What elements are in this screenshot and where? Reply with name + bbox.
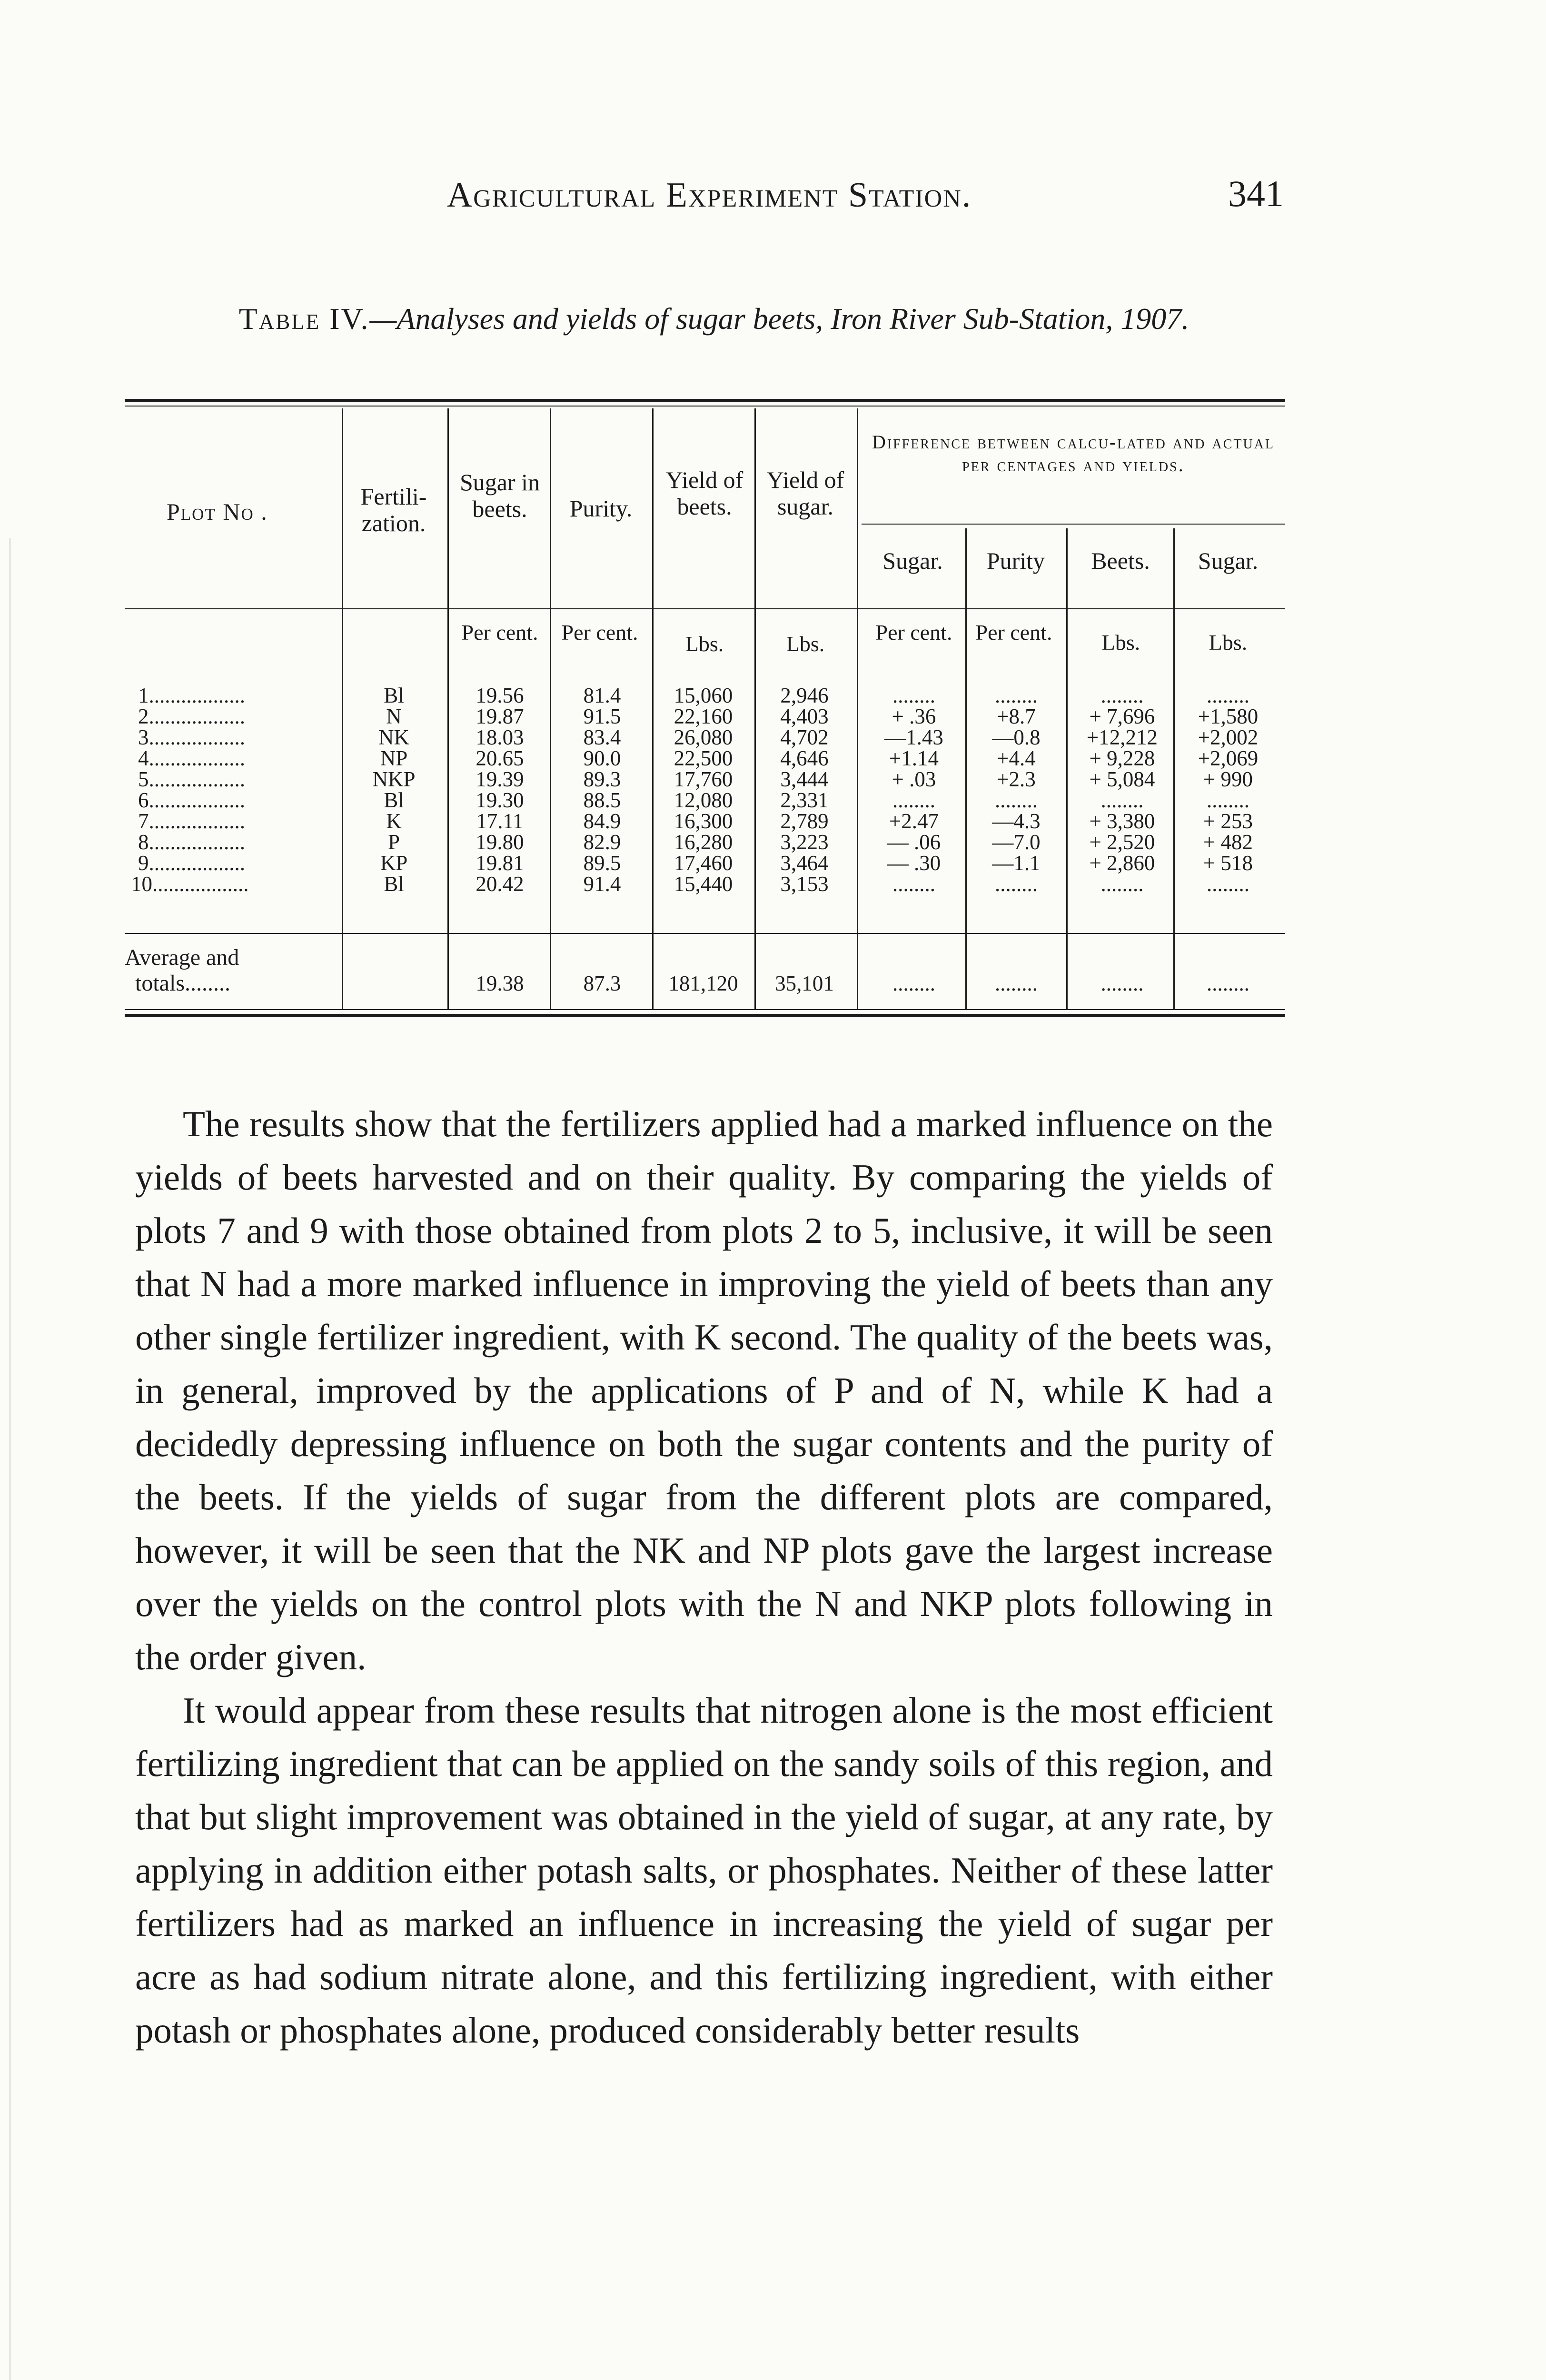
col-header-fertilization: Fertili-zation.	[360, 483, 427, 536]
table-top-rule	[125, 399, 1285, 402]
table-top-rule-thin	[125, 406, 1285, 407]
page-number: 341	[1228, 173, 1284, 214]
cell-plot: 4..................	[138, 746, 245, 770]
unit-diff-sugar-lbs: Lbs.	[1209, 630, 1248, 654]
cell-purity: 89.5	[583, 851, 621, 875]
cell-yield-sugar: 4,702	[780, 725, 829, 749]
cell-diff-purity: —0.8	[992, 725, 1041, 749]
col-header-purity: Purity.	[569, 495, 633, 522]
cell-sugar: 19.81	[476, 851, 524, 875]
cell-plot: 1..................	[138, 684, 245, 707]
col-header-yield-sugar: Yield of sugar.	[766, 466, 844, 520]
cell-yield-sugar: 4,646	[780, 746, 829, 770]
average-rule	[125, 933, 1285, 934]
cell-diff-purity: ........	[995, 684, 1038, 707]
cell-diff-sugar-lbs: + 482	[1203, 830, 1253, 854]
cell-yield-beets: 17,460	[674, 851, 733, 875]
avg-diff-sugar-lbs: ........	[1207, 972, 1249, 995]
cell-fertilization: N	[386, 704, 402, 728]
cell-purity: 88.5	[583, 788, 621, 812]
table-row	[0, 788, 1546, 812]
unit-yield-sugar: Lbs.	[786, 632, 825, 656]
cell-purity: 89.3	[583, 767, 621, 791]
cell-diff-sugar: ........	[892, 684, 935, 707]
cell-diff-purity: +2.3	[997, 767, 1036, 791]
cell-yield-beets: 26,080	[674, 725, 733, 749]
cell-fertilization: K	[386, 809, 402, 833]
col-header-diff-sugar: Sugar.	[882, 547, 943, 574]
avg-sugar: 19.38	[476, 972, 524, 995]
cell-yield-beets: 22,160	[674, 704, 733, 728]
table-caption	[143, 300, 1285, 338]
difference-underline	[862, 524, 1285, 525]
paragraph: It would appear from these results that nitrogen alone is the most efficient fertilizing ingredient that can be applied on the sandy soils of this region, and that but slight improvement was obtained in the yield of sugar, at any rate, by applying in addition either potash salts, or phosphates. Neither of these latter fertilizers had as marked an influence in increasing the yield of sugar per acre as had sodium nitrate alone, and this fertilizing ingredient, with either potash or phosphates alone, produced considerably better results	[135, 1690, 1273, 2051]
cell-fertilization: NP	[380, 746, 408, 770]
cell-fertilization: Bl	[384, 872, 404, 896]
col-header-difference: Difference between calcu-lated and actual per centages and yields.	[872, 431, 1275, 476]
unit-purity: Per cent.	[561, 620, 638, 645]
cell-yield-beets: 15,440	[674, 872, 733, 896]
cell-diff-purity: +4.4	[997, 746, 1036, 770]
cell-diff-sugar-lbs: ........	[1207, 872, 1249, 896]
cell-diff-beets: + 2,520	[1089, 830, 1155, 854]
cell-diff-beets: ........	[1100, 872, 1144, 896]
col-header-yield-beets: Yield of beets.	[665, 466, 743, 520]
cell-diff-sugar-lbs: ........	[1207, 684, 1249, 707]
avg-diff-purity: ........	[995, 972, 1038, 995]
cell-diff-beets: +12,212	[1086, 725, 1158, 749]
cell-yield-beets: 16,280	[674, 830, 733, 854]
cell-diff-beets: + 7,696	[1089, 704, 1155, 728]
unit-diff-sugar: Per cent.	[875, 620, 952, 645]
cell-diff-sugar: +2.47	[889, 809, 939, 833]
cell-plot: 9..................	[138, 851, 245, 875]
body-text	[135, 1097, 1273, 2057]
cell-purity: 91.5	[583, 704, 621, 728]
average-label-line1: Average and	[125, 945, 239, 970]
cell-diff-beets: + 3,380	[1089, 809, 1155, 833]
table-title: —Analyses and yields of sugar beets, Iron River Sub-Station, 1907.	[369, 302, 1189, 336]
cell-purity: 90.0	[583, 746, 621, 770]
cell-diff-beets: + 5,084	[1089, 767, 1155, 791]
cell-diff-beets: ........	[1100, 788, 1144, 812]
average-row	[0, 971, 1546, 995]
cell-diff-sugar: —1.43	[884, 725, 943, 749]
cell-fertilization: Bl	[384, 788, 404, 812]
table-row	[0, 872, 1546, 896]
cell-fertilization: NKP	[372, 767, 416, 791]
cell-yield-sugar: 3,444	[780, 767, 829, 791]
cell-diff-sugar: — .06	[887, 830, 941, 854]
table-row	[0, 704, 1546, 728]
cell-sugar: 19.56	[476, 684, 524, 707]
cell-yield-sugar: 4,403	[780, 704, 829, 728]
avg-purity: 87.3	[583, 972, 621, 995]
cell-yield-beets: 15,060	[674, 684, 733, 707]
cell-sugar: 18.03	[476, 725, 524, 749]
table-label: Table IV.	[238, 302, 370, 336]
cell-yield-beets: 12,080	[674, 788, 733, 812]
cell-diff-purity: ........	[995, 788, 1038, 812]
avg-yield-beets: 181,120	[668, 972, 738, 995]
cell-diff-purity: ........	[995, 872, 1038, 896]
header-rule	[125, 608, 1285, 609]
cell-diff-sugar-lbs: +2,069	[1198, 746, 1259, 770]
cell-plot: 2..................	[138, 704, 245, 728]
running-title: Agricultural Experiment Station.	[446, 176, 972, 215]
col-header-diff-purity: Purity	[986, 547, 1045, 574]
unit-diff-beets: Lbs.	[1101, 630, 1140, 654]
cell-diff-purity: —1.1	[992, 851, 1041, 875]
cell-purity: 83.4	[583, 725, 621, 749]
table-row	[0, 809, 1546, 833]
cell-sugar: 19.87	[476, 704, 524, 728]
cell-diff-sugar: ........	[892, 788, 935, 812]
cell-plot: 5..................	[138, 767, 245, 791]
cell-purity: 82.9	[583, 830, 621, 854]
cell-yield-sugar: 2,789	[780, 809, 829, 833]
cell-sugar: 19.80	[476, 830, 524, 854]
unit-diff-purity: Per cent.	[975, 620, 1052, 645]
cell-yield-beets: 22,500	[674, 746, 733, 770]
cell-purity: 81.4	[583, 684, 621, 707]
avg-diff-beets: ........	[1100, 972, 1144, 995]
cell-diff-sugar: + .36	[892, 704, 936, 728]
avg-diff-sugar: ........	[892, 972, 935, 995]
cell-diff-purity: —7.0	[992, 830, 1041, 854]
paragraph: The results show that the fertilizers applied had a marked influence on the yields of beets harvested and on their quality. By comparing the yields of plots 7 and 9 with those obtained from plots 2 to 5, inclusive, it will be seen that N had a more marked influence in improving the yield of beets than any other single fertilizer ingredient, with K second. The quality of the beets was, in general, improved by the applications of P and of N, while K had a decidedly depressing influence on both the sugar contents and the purity of the beets. If the yields of sugar from the different plots are compared, however, it will be seen that the NK and NP plots gave the largest increase over the yields on the control plots with the N and NKP plots following in the order given.	[135, 1103, 1273, 1677]
cell-yield-sugar: 3,464	[780, 851, 829, 875]
cell-plot: 3..................	[138, 725, 245, 749]
table-row	[0, 683, 1546, 707]
cell-yield-sugar: 2,946	[780, 684, 829, 707]
cell-diff-beets: + 2,860	[1089, 851, 1155, 875]
cell-plot: 8..................	[138, 830, 245, 854]
cell-diff-beets: + 9,228	[1089, 746, 1155, 770]
cell-yield-beets: 17,760	[674, 767, 733, 791]
cell-yield-sugar: 3,223	[780, 830, 829, 854]
cell-diff-sugar: + .03	[892, 767, 936, 791]
cell-sugar: 17.11	[476, 809, 524, 833]
cell-fertilization: Bl	[384, 684, 404, 707]
cell-diff-sugar-lbs: +2,002	[1198, 725, 1259, 749]
table-bottom-rule	[125, 1014, 1285, 1017]
cell-plot: 7..................	[138, 809, 245, 833]
avg-yield-sugar: 35,101	[775, 972, 834, 995]
cell-diff-purity: —4.3	[992, 809, 1041, 833]
col-header-diff-sugar-lbs: Sugar.	[1198, 547, 1259, 574]
cell-diff-sugar-lbs: ........	[1207, 788, 1249, 812]
cell-purity: 91.4	[583, 872, 621, 896]
table-row	[0, 746, 1546, 770]
cell-diff-sugar-lbs: + 518	[1203, 851, 1253, 875]
cell-diff-sugar: +1.14	[889, 746, 939, 770]
cell-yield-sugar: 3,153	[780, 872, 829, 896]
table-row	[0, 725, 1546, 749]
cell-plot: 6..................	[138, 788, 245, 812]
cell-diff-sugar-lbs: +1,580	[1198, 704, 1259, 728]
cell-diff-beets: ........	[1100, 684, 1144, 707]
table-row	[0, 851, 1546, 875]
cell-sugar: 19.39	[476, 767, 524, 791]
cell-plot: 10..................	[131, 872, 249, 896]
cell-yield-sugar: 2,331	[780, 788, 829, 812]
unit-sugar: Per cent.	[461, 620, 538, 645]
cell-yield-beets: 16,300	[674, 809, 733, 833]
cell-fertilization: NK	[378, 725, 409, 749]
col-header-plot: Plot No .	[167, 498, 268, 525]
table-bottom-rule-thin	[125, 1009, 1285, 1010]
cell-diff-sugar-lbs: + 990	[1203, 767, 1253, 791]
unit-yield-beets: Lbs.	[685, 632, 724, 656]
cell-fertilization: P	[387, 830, 400, 854]
cell-sugar: 20.42	[476, 872, 524, 896]
cell-sugar: 20.65	[476, 746, 524, 770]
table-row	[0, 767, 1546, 791]
cell-diff-sugar: — .30	[887, 851, 941, 875]
cell-sugar: 19.30	[476, 788, 524, 812]
cell-diff-sugar: ........	[892, 872, 935, 896]
cell-fertilization: KP	[380, 851, 408, 875]
cell-diff-purity: +8.7	[997, 704, 1036, 728]
cell-purity: 84.9	[583, 809, 621, 833]
average-label-line2: totals........	[135, 971, 230, 996]
col-header-sugar: Sugar in beets.	[459, 469, 540, 522]
col-header-diff-beets: Beets.	[1091, 547, 1150, 574]
table-row	[0, 830, 1546, 854]
cell-diff-sugar-lbs: + 253	[1203, 809, 1253, 833]
